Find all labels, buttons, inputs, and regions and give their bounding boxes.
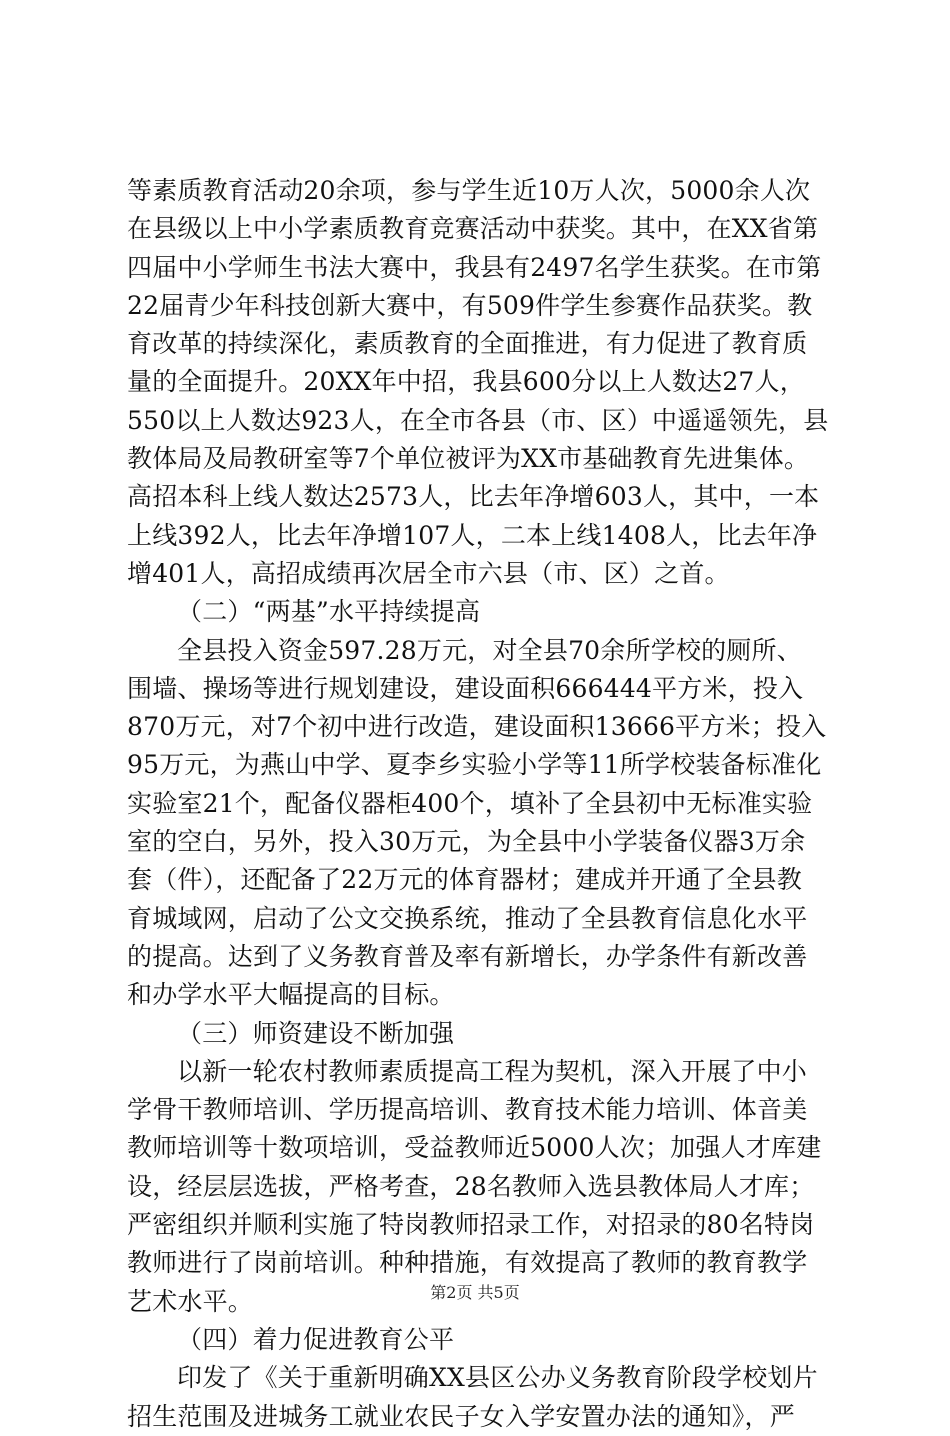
paragraph-first-line: 印发了《关于重新明确XX县区公办义务教育阶段学校划片 [177,1363,818,1393]
text-line: 量的全面提升。20XX年中招，我县600分以上人数达27人， [127,367,805,397]
text-line: 围墙、操场等进行规划建设，建设面积666444平方米，投入 [127,673,804,703]
section-heading-two: （二）“两基”水平持续提高 [177,597,481,627]
text-line: 严密组织并顺利实施了特岗教师招录工作，对招录的80名特岗 [127,1210,815,1240]
section-heading-three: （三）师资建设不断加强 [177,1018,455,1048]
text-line: 的提高。达到了义务教育普及率有新增长，办学条件有新改善 [127,941,808,971]
paragraph-first-line: 全县投入资金597.28万元，对全县70余所学校的厕所、 [177,635,802,665]
text-line: 870万元，对7个初中进行改造，建设面积13666平方米；投入 [127,712,827,742]
text-line: 育城域网，启动了公文交换系统，推动了全县教育信息化水平 [127,903,808,933]
text-line: 22届青少年科技创新大赛中，有509件学生参赛作品获奖。教 [127,290,813,320]
text-line: 套（件），还配备了22万元的体育器材；建成并开通了全县教 [127,865,802,895]
text-line: 设，经层层选拔，严格考查，28名教师入选县教体局人才库； [127,1171,815,1201]
text-line: 育改革的持续深化，素质教育的全面推进，有力促进了教育质 [127,329,808,359]
document-body [127,172,832,1436]
text-line: 四届中小学师生书法大赛中，我县有2497名学生获奖。在市第 [127,252,822,282]
text-line: 增401人，高招成绩再次居全市六县（市、区）之首。 [127,558,730,588]
text-line: 550以上人数达923人，在全市各县（市、区）中遥遥领先，县 [127,405,829,435]
text-line: 教师进行了岗前培训。种种措施，有效提高了教师的教育教学 [127,1248,808,1278]
text-line: 室的空白，另外，投入30万元，为全县中小学装备仪器3万余 [127,827,806,857]
section-heading-four: （四）着力促进教育公平 [177,1324,455,1354]
text-line: 上线392人，比去年净增107人，二本上线1408人，比去年净 [127,520,818,550]
text-line: 在县级以上中小学素质教育竞赛活动中获奖。其中，在XX省第 [127,214,819,244]
text-line: 艺术水平。 [127,1286,254,1316]
text-line: 高招本科上线人数达2573人，比去年净增603人，其中，一本 [127,482,820,512]
page-number-footer: 第2页 共5页 [430,1283,520,1302]
text-line: 等素质教育活动20余项，参与学生近10万人次，5000余人次 [127,176,811,205]
text-line: 教师培训等十数项培训，受益教师近5000人次；加强人才库建 [127,1133,822,1163]
text-line: 和办学水平大幅提高的目标。 [127,980,455,1010]
text-line: 实验室21个，配备仪器柜400个，填补了全县初中无标准实验 [127,788,813,818]
text-line: 招生范围及进城务工就业农民子女入学安置办法的通知》，严 [127,1401,795,1431]
paragraph-first-line: 以新一轮农村教师素质提高工程为契机，深入开展了中小 [177,1056,808,1086]
text-line: 教体局及局教研室等7个单位被评为XX市基础教育先进集体。 [127,444,810,474]
text-line: 95万元，为燕山中学、夏李乡实验小学等11所学校装备标准化 [127,750,822,780]
text-line: 学骨干教师培训、学历提高培训、教育技术能力培训、体音美 [127,1095,808,1125]
